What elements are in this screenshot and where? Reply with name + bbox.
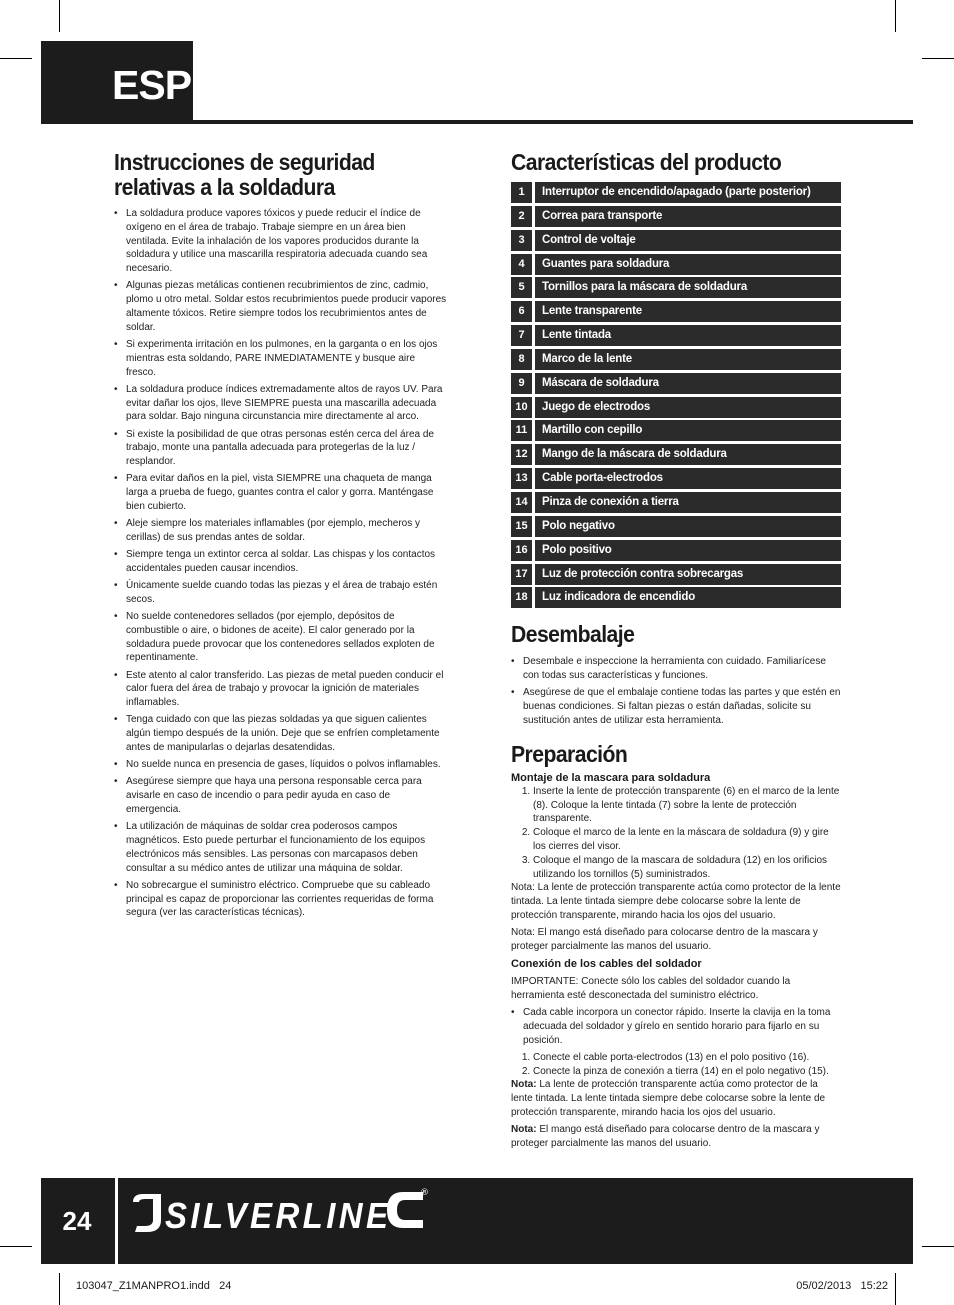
feature-row [511, 230, 841, 251]
safety-section [114, 150, 447, 924]
list-item: 1. Conecte el cable porta-electrodos (13) en el polo positivo (16). [533, 1051, 841, 1065]
list-item: • Algunas piezas metálicas contienen recubrimientos de zinc, cadmio, plomo u otro metal. Soldar estos recubrimientos puede producir vapores altamente tóxicos. Retire siempre todos los recubrimientos antes de soldar. [114, 279, 447, 334]
note-body: El mango está diseñado para colocarse dentro de la mascara y proteger parcialmente las manos del usuario. [511, 1124, 820, 1149]
crop-mark [0, 1246, 32, 1247]
feature-row [511, 540, 841, 561]
safety-title-line2: relativas a la soldadura [114, 174, 335, 200]
list-item: 2. Conecte la pinza de conexión a tierra (14) en el polo negativo (15). [533, 1065, 841, 1079]
feature-label: Marco de la lente [535, 349, 841, 370]
page-number: 24 [62, 1206, 92, 1236]
footer-divider [115, 1178, 118, 1264]
unpacking-title: Desembalaje [511, 621, 635, 648]
slug-date: 05/02/2013 15:22 [796, 1280, 888, 1292]
feature-label: Polo positivo [535, 540, 841, 561]
feature-number: 9 [511, 373, 532, 394]
safety-title-line1: Instrucciones de seguridad [114, 149, 375, 175]
feature-number: 17 [511, 564, 532, 585]
list-item: • Si existe la posibilidad de que otras personas estén cerca del área de trabajo, monte una pantalla adecuada para protegerlas de la luz / resplandor. [114, 428, 447, 469]
crop-mark [922, 1246, 954, 1247]
feature-number: 8 [511, 349, 532, 370]
list-item: • Desembale e inspeccione la herramienta con cuidado. Familiarícese con todas sus características y funciones. [511, 655, 841, 683]
feature-label: Guantes para soldadura [535, 254, 841, 275]
list-item: • La soldadura produce vapores tóxicos y puede reducir el índice de oxígeno en el área de trabajo. Trabaje siempre en un área bien ventilada. Evite la inhalación de los vapores producidos durante la soldadura y utilice una mascarilla respiratoria adecuada cuando sea necesario. [114, 207, 447, 276]
feature-number: 5 [511, 277, 532, 298]
list-item: • Aleje siempre los materiales inflamables (por ejemplo, mecheros y cerillas) de sus prendas antes de soldar. [114, 517, 447, 545]
feature-row [511, 277, 841, 298]
safety-title [114, 150, 445, 200]
feature-number: 10 [511, 397, 532, 418]
list-item: • La soldadura produce índices extremadamente altos de rayos UV. Para evitar dañar los ojos, lleve SIEMPRE puesta una mascarilla adecuada para soldar. Bajo ninguna circunstancia mire directamente al arco. [114, 383, 447, 424]
note-body: La lente de protección transparente actúa como protector de la lente tintada. La lente tintada siempre debe colocarse sobre la lente de protección transparente, mirando hacia los ojos del usuario. [511, 1079, 826, 1119]
list-item: • Este atento al calor transferido. Las piezas de metal pueden conducir el calor fuera del área de trabajo y provocar la ignición de materiales inflamables. [114, 669, 447, 710]
feature-label: Mango de la máscara de soldadura [535, 444, 841, 465]
feature-number: 16 [511, 540, 532, 561]
list-item: • Para evitar daños en la piel, vista SIEMPRE una chaqueta de manga larga a prueba de fuego, guantes contra el calor y gorra. Manténgase bien cubierto. [114, 472, 447, 513]
list-item: • Cada cable incorpora un conector rápido. Inserte la clavija en la toma adecuada del soldador y gírelo en sentido horario para fijarlo en su posición. [511, 1006, 841, 1047]
list-item: • Si experimenta irritación en los pulmones, en la garganta o en los ojos mientras esta soldando, PARE INMEDIATAMENTE y busque aire fresco. [114, 338, 447, 379]
mask-steps [511, 785, 841, 882]
feature-row [511, 516, 841, 537]
list-item: • La utilización de máquinas de soldar crea poderosos campos magnéticos. Esto puede perturbar el funcionamiento de los equipos electrónicos más sensibles. Las personas con marcapasos deben consultar a su médico antes de utilizar una máquina de soldar. [114, 820, 447, 875]
list-item: • No suelde contenedores sellados (por ejemplo, depósitos de combustible o aire, o bidones de aceite). El calor generado por la soldadura puede provocar que los contenedores sellados exploten de repentinamente. [114, 610, 447, 665]
slug-file: 103047_Z1MANPRO1.indd 24 [76, 1280, 232, 1292]
crop-mark [59, 1273, 60, 1305]
feature-label: Polo negativo [535, 516, 841, 537]
feature-number: 18 [511, 587, 532, 608]
feature-label: Tornillos para la máscara de soldadura [535, 277, 841, 298]
feature-number: 14 [511, 492, 532, 513]
feature-number: 3 [511, 230, 532, 251]
feature-label: Interruptor de encendido/apagado (parte posterior) [535, 182, 841, 203]
feature-number: 13 [511, 468, 532, 489]
feature-row [511, 587, 841, 608]
list-item: • Asegúrese siempre que haya una persona responsable cerca para avisarle en caso de incendio o para pedir ayuda en caso de emergencia. [114, 775, 447, 816]
feature-label: Máscara de soldadura [535, 373, 841, 394]
feature-label: Pinza de conexión a tierra [535, 492, 841, 513]
crop-mark [895, 0, 896, 32]
feature-number: 11 [511, 420, 532, 441]
feature-label: Control de voltaje [535, 230, 841, 251]
header-rule [41, 120, 913, 124]
registered-mark: ® [420, 1188, 429, 1198]
list-item: • No suelde nunca en presencia de gases, líquidos o polvos inflamables. [114, 758, 447, 772]
list-item: 3. Coloque el mango de la mascara de soldadura (12) en los orificios utilizando los tornillos (5) suministrados. [533, 854, 841, 882]
list-item: • Únicamente suelde cuando todas las piezas y el área de trabajo estén secos. [114, 579, 447, 607]
silverline-logo [131, 1186, 431, 1234]
feature-label: Juego de electrodos [535, 397, 841, 418]
feature-number: 1 [511, 182, 532, 203]
feature-row [511, 182, 841, 203]
note-label: Nota: [511, 1124, 537, 1136]
feature-label: Lente tintada [535, 325, 841, 346]
language-code: ESP [112, 62, 192, 108]
logo-right-bracket [387, 1192, 423, 1228]
list-item: • Asegúrese de que el embalaje contiene todas las partes y que estén en buenas condiciones. Si faltan piezas o están dañadas, solicite su sustitución antes de utilizar esta herramienta. [511, 686, 841, 727]
feature-number: 2 [511, 206, 532, 227]
feature-row [511, 254, 841, 275]
logo-left-bracket [133, 1194, 161, 1232]
features-title: Características del producto [511, 149, 782, 175]
note-text [511, 1123, 841, 1151]
feature-row [511, 420, 841, 441]
feature-label: Luz indicadora de encendido [535, 587, 841, 608]
list-item: • No sobrecargue el suministro eléctrico. Compruebe que su cableado principal es capaz de proporcionar las corrientes requeridas de forma segura (ver las características técnicas). [114, 879, 447, 920]
cable-list [511, 1006, 841, 1047]
cable-steps [511, 1051, 841, 1079]
crop-mark [922, 58, 954, 59]
unpacking-list [511, 655, 841, 727]
feature-number: 12 [511, 444, 532, 465]
feature-row [511, 373, 841, 394]
feature-row [511, 206, 841, 227]
feature-row [511, 468, 841, 489]
feature-label: Lente transparente [535, 301, 841, 322]
feature-number: 15 [511, 516, 532, 537]
note-text [511, 1078, 841, 1119]
right-column [511, 150, 841, 1154]
feature-row [511, 325, 841, 346]
features-table [511, 182, 841, 608]
important-text: IMPORTANTE: Conecte sólo los cables del soldador cuando la herramienta esté desconectada del suministro eléctrico. [511, 976, 791, 1001]
preparation-title: Preparación [511, 740, 628, 767]
crop-mark [0, 58, 32, 59]
feature-label: Cable porta-electrodos [535, 468, 841, 489]
safety-list [114, 207, 447, 920]
feature-number: 7 [511, 325, 532, 346]
feature-number: 4 [511, 254, 532, 275]
crop-mark [895, 1273, 896, 1305]
feature-row [511, 492, 841, 513]
list-item: 1. Inserte la lente de protección transparente (6) en el marco de la lente (8). Coloque la lente tintada (7) sobre la lente de protección transparente. [533, 785, 841, 826]
note-label: Nota: [511, 1079, 537, 1091]
feature-row [511, 397, 841, 418]
crop-mark [59, 0, 60, 32]
cable-connection-heading: Conexión de los cables del soldador [511, 958, 702, 971]
feature-label: Martillo con cepillo [535, 420, 841, 441]
feature-number: 6 [511, 301, 532, 322]
mask-assembly-heading: Montaje de la mascara para soldadura [511, 771, 711, 784]
list-item: 2. Coloque el marco de la lente en la máscara de soldadura (9) y gire los cierres del visor. [533, 826, 841, 854]
feature-row [511, 444, 841, 465]
feature-row [511, 349, 841, 370]
list-item: • Tenga cuidado con que las piezas soldadas ya que siguen calientes algún tiempo después de la unión. Deje que se enfríen completamente antes de manipularlas o dejarlas desatendidas. [114, 713, 447, 754]
language-tab [41, 41, 193, 123]
list-item: • Siempre tenga un extintor cerca al soldar. Las chispas y los contactos accidentales pueden causar incendios. [114, 548, 447, 576]
feature-label: Correa para transporte [535, 206, 841, 227]
feature-label: Luz de protección contra sobrecargas [535, 564, 841, 585]
note-text: Nota: La lente de protección transparente actúa como protector de la lente tintada. La lente tintada siempre debe colocarse sobre la lente de protección transparente, mirando hacia los ojos del usuario. [511, 882, 841, 921]
feature-row [511, 301, 841, 322]
logo-wordmark: SILVERLINE [165, 1196, 387, 1234]
note-text: Nota: El mango está diseñado para colocarse dentro de la mascara y proteger parcialmente las manos del usuario. [511, 927, 818, 952]
feature-row [511, 564, 841, 585]
